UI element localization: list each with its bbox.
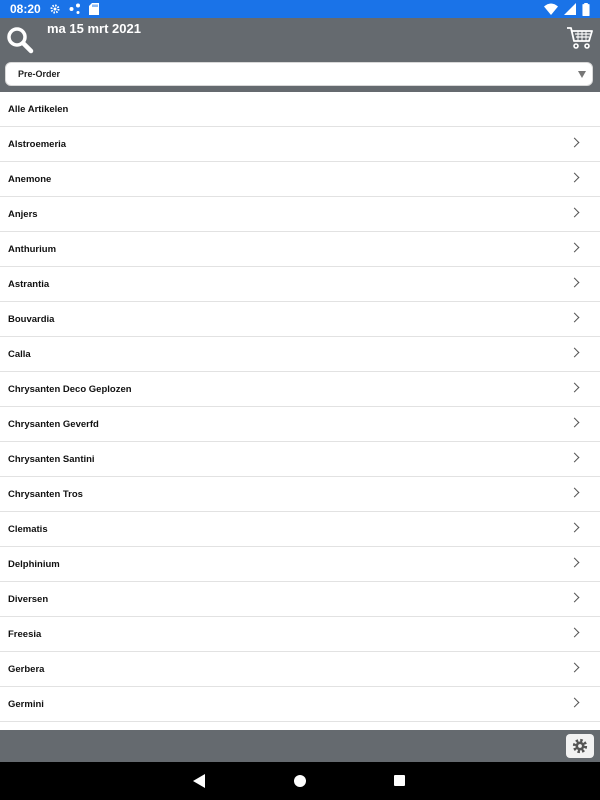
settings-icon (49, 3, 61, 15)
search-button[interactable] (6, 26, 34, 54)
list-item-delphinium[interactable] (0, 547, 600, 582)
list-item-label: Chrysanten Santini (8, 453, 95, 465)
bottom-toolbar (0, 730, 600, 762)
search-icon (6, 26, 34, 54)
list-item-label: Anthurium (8, 243, 57, 255)
list-item-label: Calla (8, 348, 31, 360)
chevron-right-icon (570, 243, 580, 253)
status-time: 08:20 (10, 2, 41, 16)
chevron-right-icon (570, 628, 580, 638)
cart-button[interactable] (566, 26, 593, 50)
chevron-right-icon (570, 208, 580, 218)
list-item-label: Anemone (8, 173, 52, 185)
status-bar (0, 0, 600, 18)
chevron-right-icon (570, 523, 580, 533)
settings-button[interactable] (566, 734, 594, 758)
list-item-alstroemeria[interactable] (0, 127, 600, 162)
list-item-label: Freesia (8, 628, 42, 640)
sd-card-icon (89, 3, 99, 15)
status-icons-left (49, 3, 99, 15)
wifi-icon (544, 3, 558, 15)
chevron-right-icon (570, 173, 580, 183)
list-item-anemone[interactable] (0, 162, 600, 197)
chevron-right-icon (570, 138, 580, 148)
list-item-freesia[interactable] (0, 617, 600, 652)
list-item-calla[interactable] (0, 337, 600, 372)
list-item-label: Delphinium (8, 558, 60, 570)
chevron-right-icon (570, 663, 580, 673)
cart-icon (566, 26, 593, 50)
list-item-alle-artikelen[interactable] (0, 92, 600, 127)
chevron-right-icon (570, 418, 580, 428)
header-date: ma 15 mrt 2021 (47, 21, 141, 36)
chevron-right-icon (570, 313, 580, 323)
list-item-anthurium[interactable] (0, 232, 600, 267)
list-item-label: Chrysanten Deco Geplozen (8, 383, 132, 395)
list-item-clematis[interactable] (0, 512, 600, 547)
list-item-label: Germini (8, 698, 44, 710)
chevron-right-icon (570, 278, 580, 288)
list-item-chrysanten-santini[interactable] (0, 442, 600, 477)
status-icons-right (544, 3, 590, 16)
chevron-right-icon (570, 348, 580, 358)
system-nav-bar (0, 762, 600, 800)
list-item-label: Astrantia (8, 278, 50, 290)
list-item-label: Chrysanten Geverfd (8, 418, 99, 430)
gear-icon (571, 737, 589, 755)
chevron-right-icon (570, 383, 580, 393)
home-icon[interactable] (294, 775, 306, 787)
battery-icon (582, 3, 590, 16)
cast-icon (69, 3, 81, 15)
chevron-right-icon (570, 488, 580, 498)
chevron-right-icon (570, 593, 580, 603)
chevron-right-icon (570, 453, 580, 463)
back-icon[interactable] (193, 774, 205, 788)
list-item-chrysanten-deco-geplozen[interactable] (0, 372, 600, 407)
recent-apps-icon[interactable] (394, 775, 405, 786)
chevron-right-icon (570, 698, 580, 708)
list-item-anjers[interactable] (0, 197, 600, 232)
list-item-bouvardia[interactable] (0, 302, 600, 337)
signal-icon (564, 3, 576, 15)
order-type-value: Pre-Order (18, 69, 61, 79)
list-item-chrysanten-tros[interactable] (0, 477, 600, 512)
list-item-diversen[interactable] (0, 582, 600, 617)
list-item-label: Clematis (8, 523, 48, 535)
list-item-gerbera[interactable] (0, 652, 600, 687)
app-header (0, 18, 600, 92)
list-item-astrantia[interactable] (0, 267, 600, 302)
list-item-label: Bouvardia (8, 313, 55, 325)
order-type-select[interactable] (5, 62, 593, 86)
list-item-label: Alle Artikelen (8, 103, 69, 115)
list-item-chrysanten-geverfd[interactable] (0, 407, 600, 442)
list-item-label: Gerbera (8, 663, 45, 675)
list-item-label: Diversen (8, 593, 49, 605)
chevron-right-icon (570, 558, 580, 568)
list-item-label: Chrysanten Tros (8, 488, 83, 500)
list-item-label: Anjers (8, 208, 38, 220)
dropdown-arrow-icon (578, 71, 586, 78)
list-item-label: Alstroemeria (8, 138, 67, 150)
list-item-germini[interactable] (0, 687, 600, 722)
category-list (0, 92, 600, 730)
